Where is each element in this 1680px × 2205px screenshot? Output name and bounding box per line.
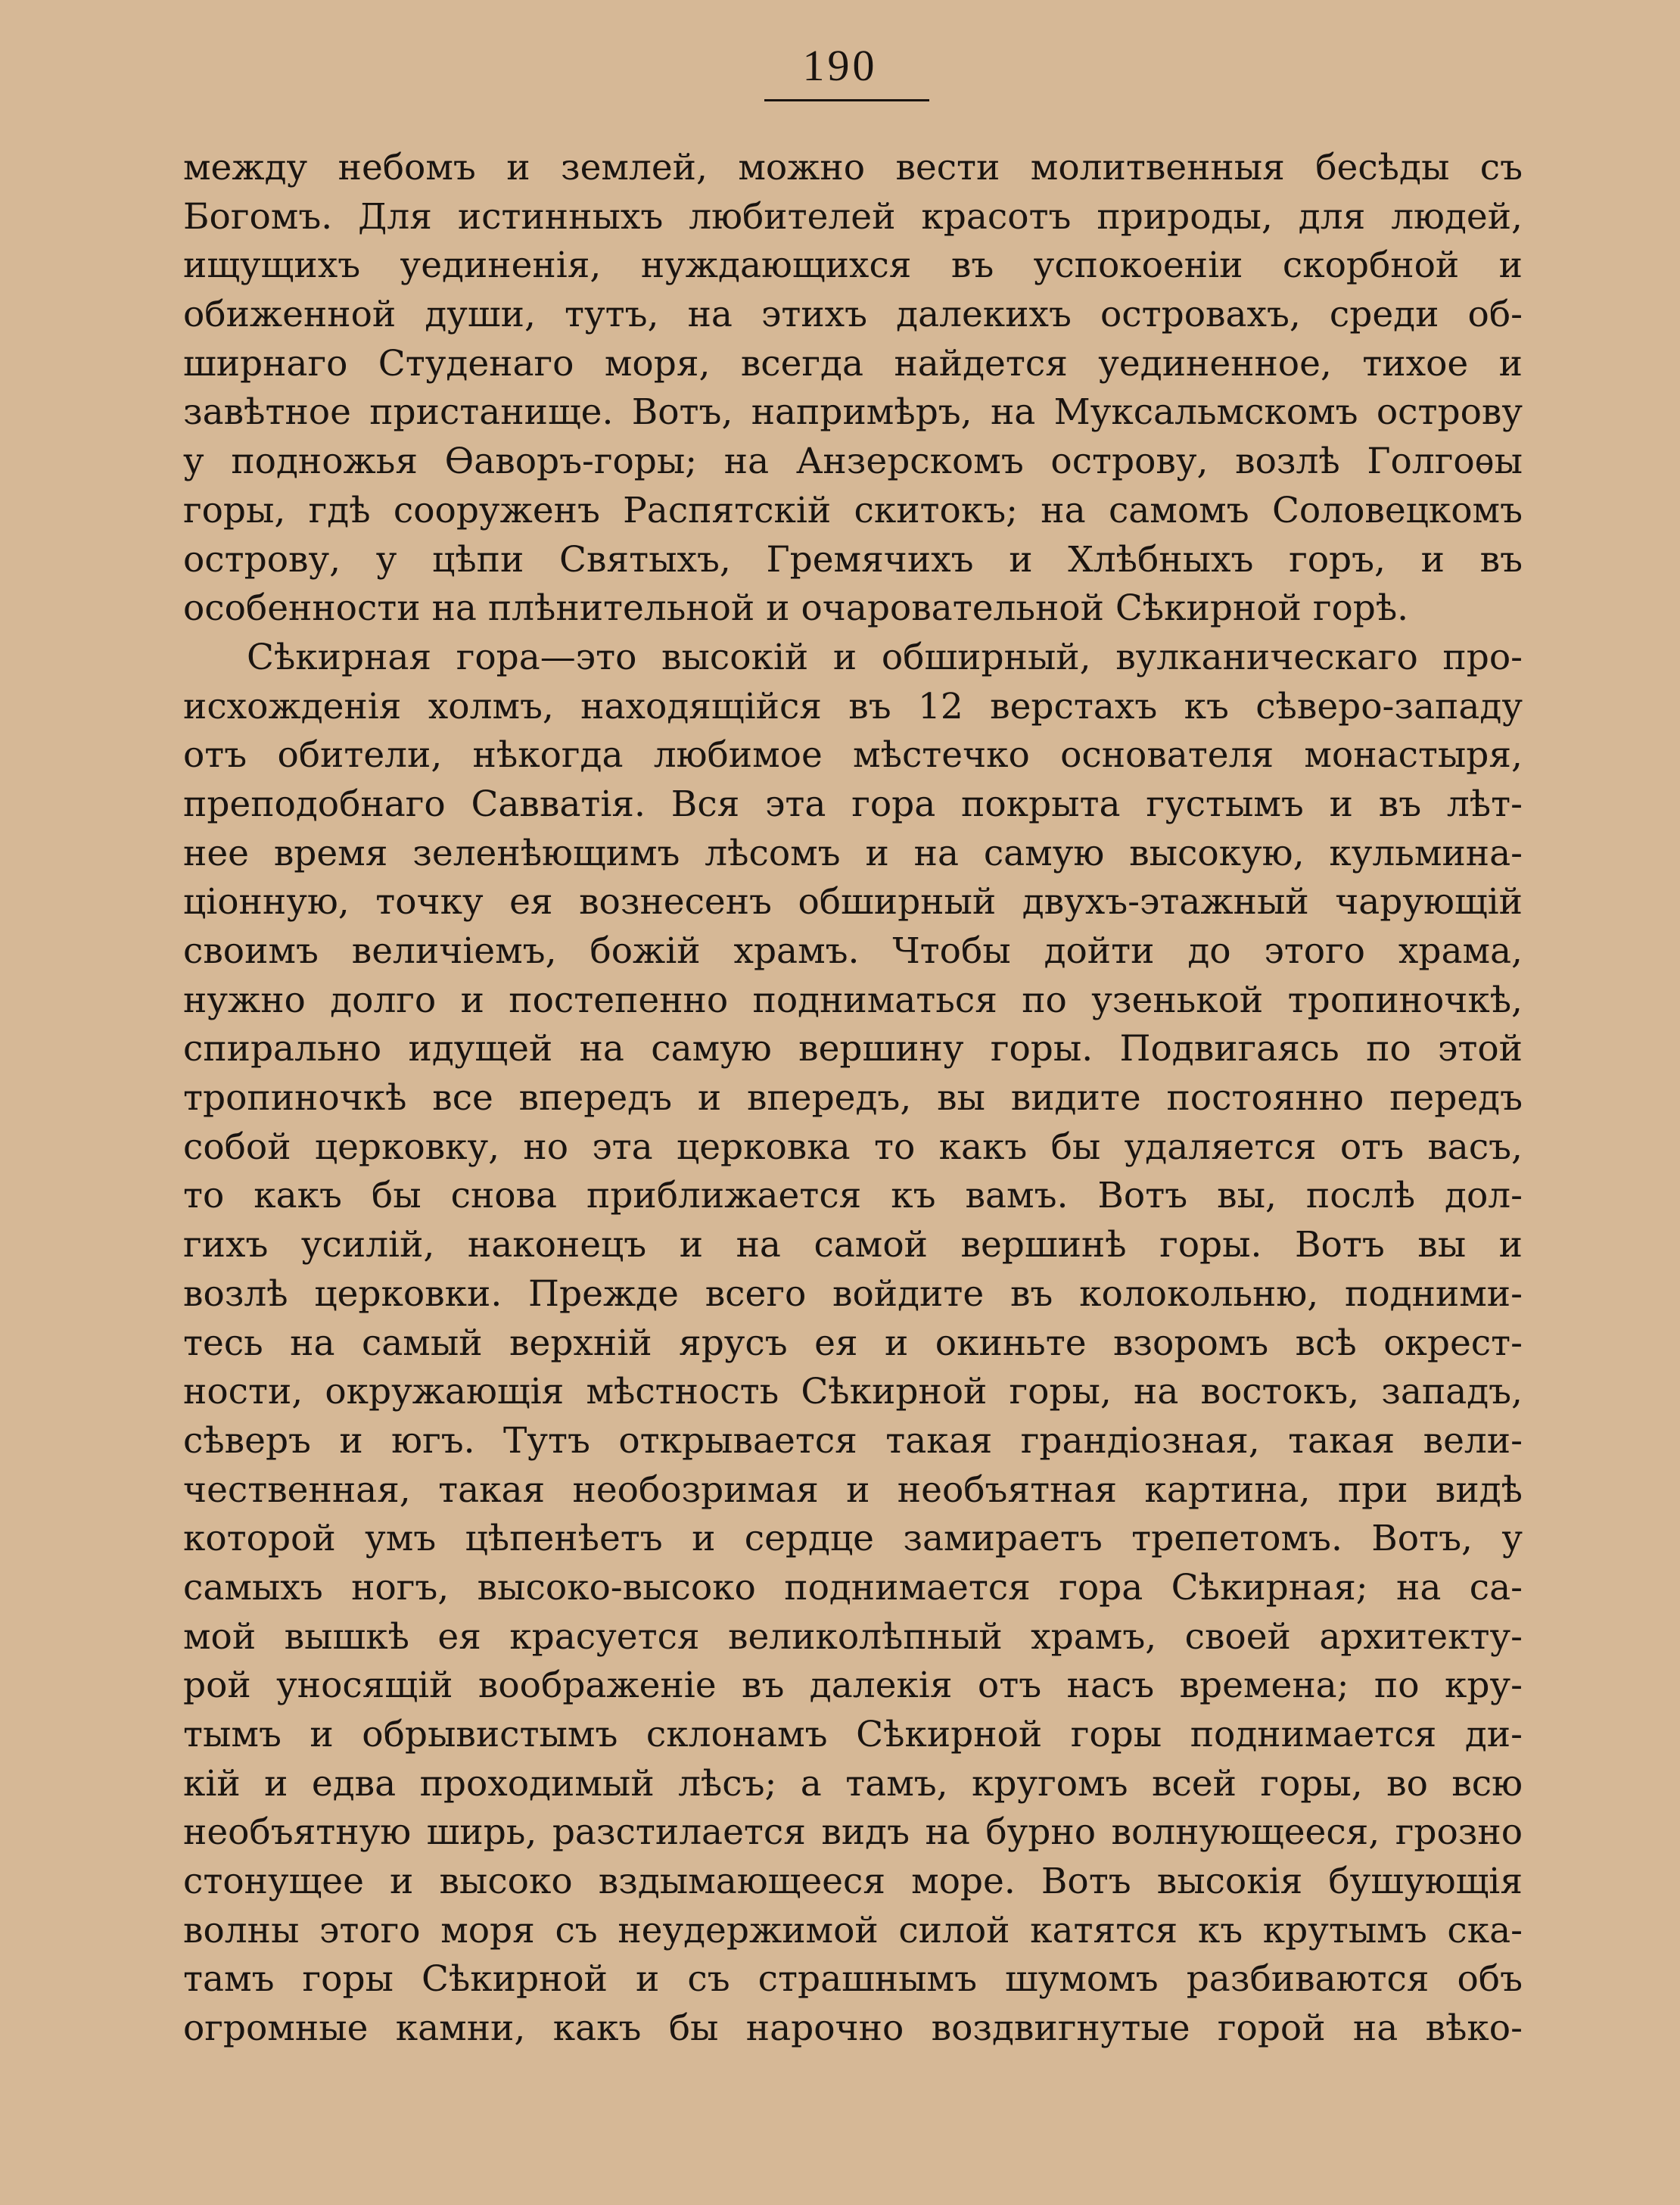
text-line: тесь на самый верхній ярусъ ея и окиньте взоромъ всѣ окрест- bbox=[183, 1322, 1523, 1364]
text-line: волны этого моря съ неудержимой силой катятся къ крутымъ ска- bbox=[183, 1909, 1523, 1951]
text-line: мой вышкѣ ея красуется великолѣпный храмъ, своей архитекту- bbox=[183, 1615, 1523, 1658]
text-line: нужно долго и постепенно подниматься по узенькой тропиночкѣ, bbox=[183, 979, 1523, 1021]
text-line: своимъ величіемъ, божій храмъ. Чтобы дойти до этого храма, bbox=[183, 930, 1523, 972]
text-line: у подножья Ѳаворъ-горы; на Анзерскомъ острову, возлѣ Голгоѳы bbox=[183, 441, 1523, 483]
page-number-rule bbox=[764, 99, 929, 101]
page-number: 190 bbox=[802, 41, 878, 90]
text-line: между небомъ и землей, можно вести молитвенныя бесѣды съ bbox=[183, 147, 1523, 188]
paragraph-end-line: особенности на плѣнительной и очаровательной Сѣкирной горѣ. bbox=[183, 587, 1409, 630]
text-line: спирально идущей на самую вершину горы. Подвигаясь по этой bbox=[183, 1028, 1523, 1070]
text-line: обиженной души, тутъ, на этихъ далекихъ островахъ, среди об- bbox=[183, 294, 1523, 336]
text-line: огромные камни, какъ бы нарочно воздвигнутые горой на вѣко- bbox=[183, 2007, 1523, 2050]
text-line: Богомъ. Для истинныхъ любителей красотъ природы, для людей, bbox=[183, 195, 1523, 238]
text-line: возлѣ церковки. Прежде всего войдите въ колокольню, подними- bbox=[183, 1272, 1523, 1315]
text-line: самыхъ ногъ, высоко-высоко поднимается гора Сѣкирная; на са- bbox=[183, 1566, 1523, 1609]
text-line: которой умъ цѣпенѣетъ и сердце замираетъ трепетомъ. Вотъ, у bbox=[183, 1518, 1523, 1560]
text-line: необъятную ширь, разстилается видъ на бурно волнующееся, грозно bbox=[183, 1811, 1523, 1854]
text-line: гихъ усилій, наконецъ и на самой вершинѣ горы. Вотъ вы и bbox=[183, 1224, 1523, 1266]
text-line: кій и едва проходимый лѣсъ; а тамъ, кругомъ всей горы, во всю bbox=[183, 1762, 1523, 1805]
text-line: преподобнаго Савватія. Вся эта гора покрыта густымъ и въ лѣт- bbox=[183, 783, 1523, 825]
text-line: рой уносящій воображеніе въ далекія отъ насъ времена; по кру- bbox=[183, 1665, 1523, 1707]
text-line: ширнаго Студенаго моря, всегда найдется уединенное, тихое и bbox=[183, 342, 1523, 385]
paragraph-start-line: Сѣкирная гора—это высокій и обширный, вулканическаго про- bbox=[247, 636, 1523, 678]
text-line: завѣтное пристанище. Вотъ, напримѣръ, на Муксальмскомъ острову bbox=[183, 391, 1523, 434]
text-line: горы, гдѣ сооруженъ Распятскій скитокъ; на самомъ Соловецкомъ bbox=[183, 489, 1523, 531]
text-line: то какъ бы снова приближается къ вамъ. Вотъ вы, послѣ дол- bbox=[183, 1175, 1523, 1217]
text-line: собой церковку, но эта церковка то какъ бы удаляется отъ васъ, bbox=[183, 1126, 1523, 1168]
text-line: ности, окружающія мѣстность Сѣкирной горы, на востокъ, западъ, bbox=[183, 1371, 1523, 1413]
text-line: стонущее и высоко вздымающееся море. Вотъ высокія бушующія bbox=[183, 1861, 1523, 1903]
text-line: исхожденія холмъ, находящійся въ 12 верстахъ къ сѣверо-западу bbox=[183, 685, 1523, 727]
text-line: тамъ горы Сѣкирной и съ страшнымъ шумомъ разбиваются объ bbox=[183, 1958, 1523, 2001]
text-line: тымъ и обрывистымъ склонамъ Сѣкирной горы поднимается ди- bbox=[183, 1714, 1523, 1755]
text-line: острову, у цѣпи Святыхъ, Гремячихъ и Хлѣбныхъ горъ, и въ bbox=[183, 538, 1523, 581]
text-line: тропиночкѣ все впередъ и впередъ, вы видите постоянно передъ bbox=[183, 1077, 1523, 1120]
text-line: ищущихъ уединенія, нуждающихся въ успокоеніи скорбной и bbox=[183, 244, 1523, 287]
text-line: отъ обители, нѣкогда любимое мѣстечко основателя монастыря, bbox=[183, 734, 1523, 777]
text-line: нее время зеленѣющимъ лѣсомъ и на самую высокую, кульмина- bbox=[183, 832, 1523, 874]
text-line: чественная, такая необозримая и необъятная картина, при видѣ bbox=[183, 1468, 1523, 1511]
text-line: сѣверъ и югъ. Тутъ открывается такая грандіозная, такая вели- bbox=[183, 1419, 1523, 1462]
body-text bbox=[183, 144, 1523, 2054]
text-line: ціонную, точку ея вознесенъ обширный двухъ-этажный чарующій bbox=[183, 881, 1523, 923]
